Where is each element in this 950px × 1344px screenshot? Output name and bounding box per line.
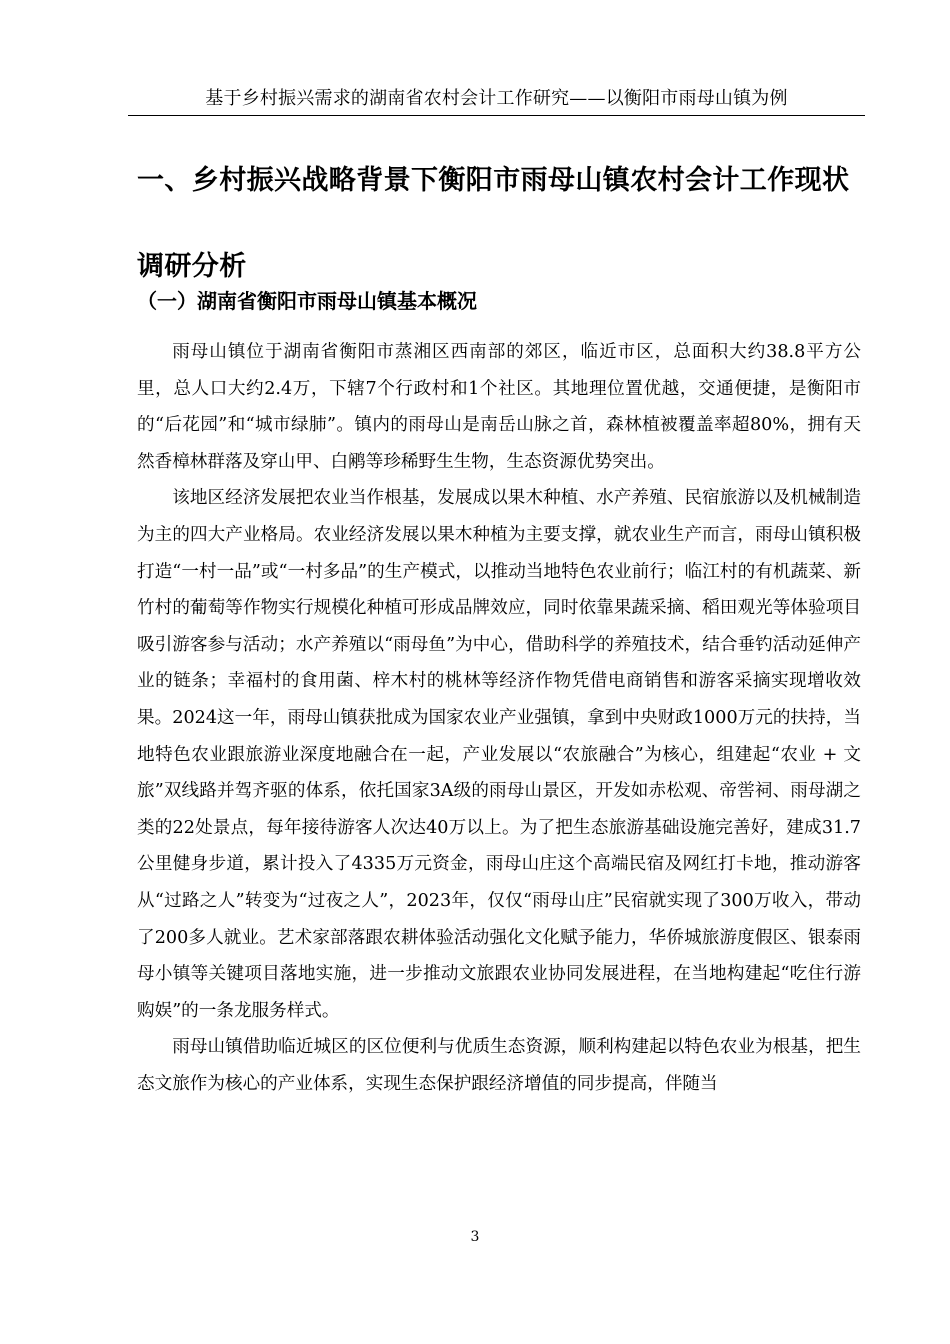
paragraph-overview: 雨母山镇位于湖南省衡阳市蒸湘区西南部的郊区，临近市区，总面积大约38.8平方公里，总人口大约2.4万，下辖7个行政村和1个社区。其地理位置优越，交通便捷，是衡阳市的“后花园”和“城市绿肺”。镇内的雨母山是南岳山脉之首，森林植被覆盖率超80%，拥有天然香樟林群落及穿山甲、白鹇等珍稀野生生物，生态资源优势突出。	[137, 342, 861, 472]
paragraph-economy: 该地区经济发展把农业当作根基，发展成以果木种植、水产养殖、民宿旅游以及机械制造为主的四大产业格局。农业经济发展以果木种植为主要支撑，就农业生产而言，雨母山镇积极打造“一村一品”或“一村多品”的生产模式，以推动当地特色农业前行；临江村的有机蔬菜、新竹村的葡萄等作物实行规模化种植可形成品牌效应，同时依靠果蔬采摘、稻田观光等体验项目吸引游客参与活动；水产养殖以“雨母鱼”为中心，借助科学的养殖技术，结合垂钓活动延伸产业的链条；幸福村的食用菌、梓木村的桃林等经济作物凭借电商销售和游客采摘实现增收效果。2024这一年，雨母山镇获批成为国家农业产业强镇，拿到中央财政1000万元的扶持，当地特色农业跟旅游业深度地融合在一起，产业发展以“农旅融合”为核心，组建起“农业 + 文旅”双线路并驾齐驱的体系，依托国家3A级的雨母山景区，开发如赤松观、帝喾祠、雨母湖之类的22处景点，每年接待游客人次达40万以上。为了把生态旅游基础设施完善好，建成31.7公里健身步道，累计投入了4335万元资金，雨母山庄这个高端民宿及网红打卡地，推动游客从“过路之人”转变为“过夜之人”，2023年，仅仅“雨母山庄”民宿就实现了300万收入，带动了200多人就业。艺术家部落跟农耕体验活动强化文化赋予能力，华侨城旅游度假区、银泰雨母小镇等关键项目落地实施，进一步推动文旅跟农业协同发展进程，在当地构建起“吃住行游购娱”的一条龙服务样式。	[137, 488, 861, 1021]
body-text	[137, 334, 861, 1102]
chapter-title: 一、乡村振兴战略背景下衡阳市雨母山镇农村会计工作现状调研分析	[137, 165, 850, 282]
section-title: （一）湖南省衡阳市雨母山镇基本概况	[137, 289, 477, 313]
running-header: 基于乡村振兴需求的湖南省农村会计工作研究——以衡阳市雨母山镇为例	[205, 88, 788, 109]
page-number: 3	[470, 1229, 480, 1245]
paragraph-summary: 雨母山镇借助临近城区的区位便利与优质生态资源，顺利构建起以特色农业为根基，把生态文旅作为核心的产业体系，实现生态保护跟经济增值的同步提高，伴随当	[137, 1037, 861, 1094]
header-divider	[128, 115, 865, 116]
